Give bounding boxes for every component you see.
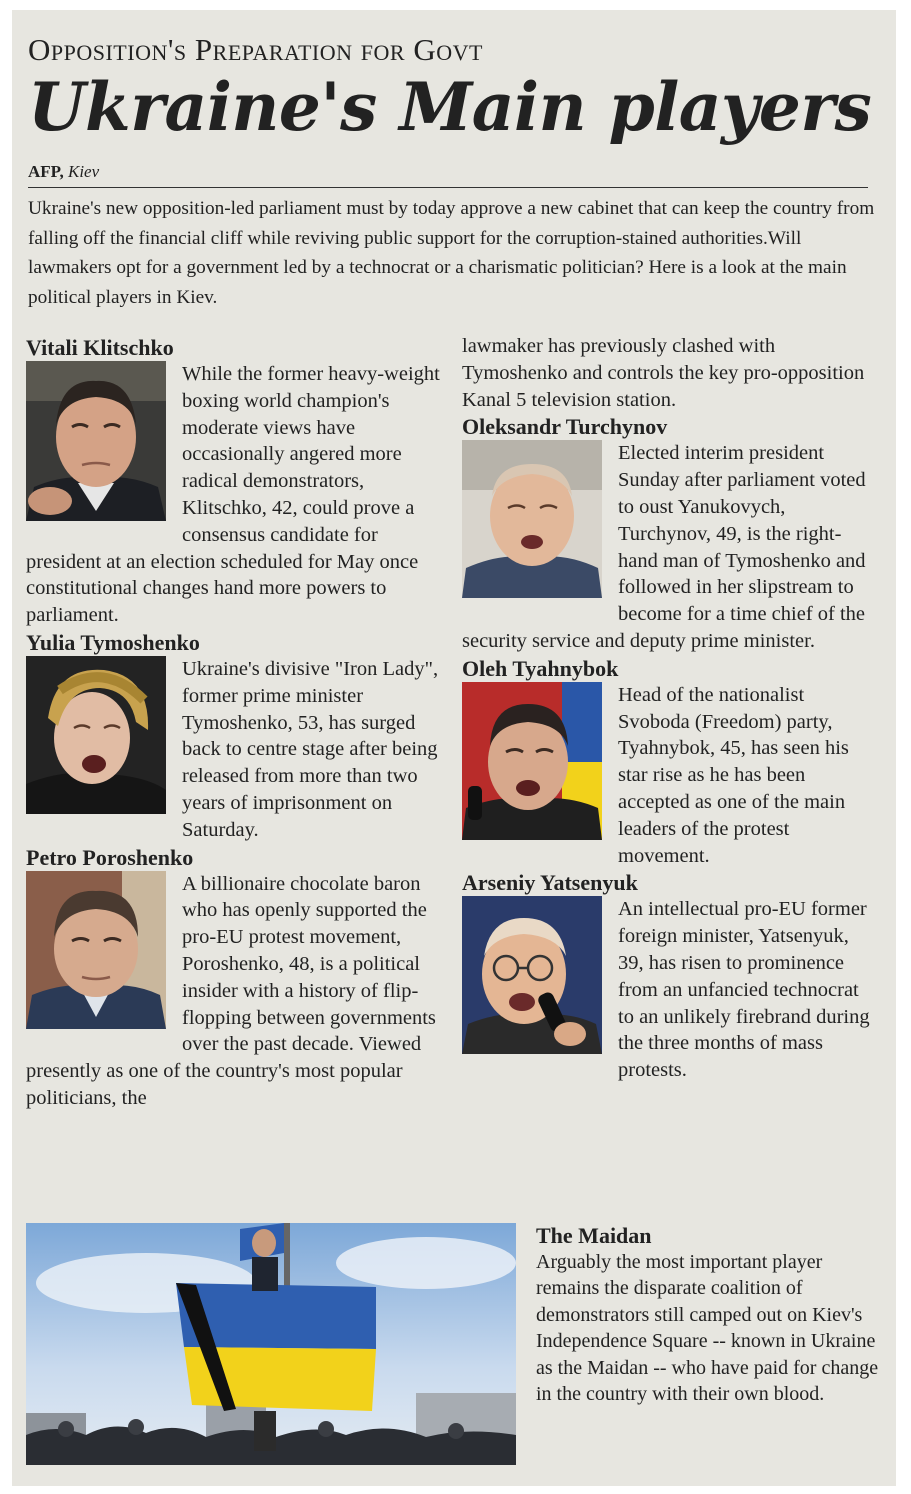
left-column — [26, 334, 442, 1112]
profile-text-tyahnybok: Head of the nationalist Svoboda (Freedom) party, Tyahnybok, 45, has seen his star rise as he has been accepted as one of the main leaders of the protest movement. — [618, 683, 849, 867]
profile-text-yatsenyuk: An intellectual pro-EU former foreign minister, Yatsenyuk, 39, has risen to prominence from an unfancied technocrat to an unlikely firebrand during the three months of mass protests. — [618, 898, 870, 1082]
maidan-section — [536, 1222, 881, 1407]
byline — [28, 162, 99, 182]
profile-text-tymoshenko: Ukraine's divisive "Iron Lady", former prime minister Tymoshenko, 53, has surged back to centre stage after being released from more than two years of imprisonment on Saturday. — [182, 657, 439, 841]
profile-name-poroshenko: Petro Poroshenko — [26, 844, 194, 870]
portrait-tyahnybok — [462, 682, 602, 840]
portrait-yatsenyuk — [462, 896, 602, 1054]
news-page — [12, 10, 896, 1486]
headline: Ukraine's Main players — [28, 68, 872, 146]
profile-name-turchynov: Oleksandr Turchynov — [462, 414, 668, 440]
profile-text-poroshenko: A billionaire chocolate baron who has openly supported the pro-EU protest movement, Poroshenko, 48, is a political insider with a history of flip-flopping between governments over the past decade. Viewed presently as one of the country's most popular politicians, the — [26, 872, 436, 1109]
kicker: Opposition's Preparation for Govt — [28, 32, 483, 67]
profile-text-klitschko: While the former heavy-weight boxing world champion's moderate views have occasionally angered more radical demonstrators, Klitschko, 42, could prove a consensus candidate for president at an election scheduled for May once constitutional changes hand more powers to parliament. — [26, 363, 440, 627]
byline-source: AFP, — [28, 162, 64, 181]
profile-text-poroshenko-continued: lawmaker has previously clashed with Tymoshenko and controls the key pro-opposition Kanal 5 television station. — [462, 335, 865, 411]
right-column — [462, 333, 874, 1084]
portrait-klitschko — [26, 361, 166, 521]
profile-text-turchynov: Elected interim president Sunday after parliament voted to oust Yanukovych, Turchynov, 49, is the right-hand man of Tymoshenko and followed in her slipstream to become for a time chief of the security service and deputy prime minister. — [462, 442, 866, 652]
portrait-tymoshenko — [26, 656, 166, 814]
profile-name-tymoshenko: Yulia Tymoshenko — [26, 629, 200, 655]
maidan-photo — [26, 1223, 516, 1465]
maidan-text: Arguably the most important player remains the disparate coalition of demonstrators still camped out on Kiev's Independence Square -- known in Ukraine as the Maidan -- who have paid for change in the country with their own blood. — [536, 1251, 879, 1406]
portrait-turchynov — [462, 440, 602, 598]
intro-paragraph: Ukraine's new opposition-led parliament must by today approve a new cabinet that can keep the country from falling off the financial cliff while reviving public support for the corruption-stained authorities.Will lawmakers opt for a government led by a technocrat or a charismatic politician? Here is a look at the main political players in Kiev. — [28, 198, 875, 308]
byline-city: Kiev — [68, 162, 100, 181]
profile-name-yatsenyuk: Arseniy Yatsenyuk — [462, 870, 638, 896]
profile-name-tyahnybok: Oleh Tyahnybok — [462, 655, 619, 681]
profile-name-klitschko: Vitali Klitschko — [26, 335, 174, 360]
header-rule — [28, 187, 868, 188]
maidan-title: The Maidan — [536, 1223, 652, 1248]
portrait-poroshenko — [26, 871, 166, 1029]
